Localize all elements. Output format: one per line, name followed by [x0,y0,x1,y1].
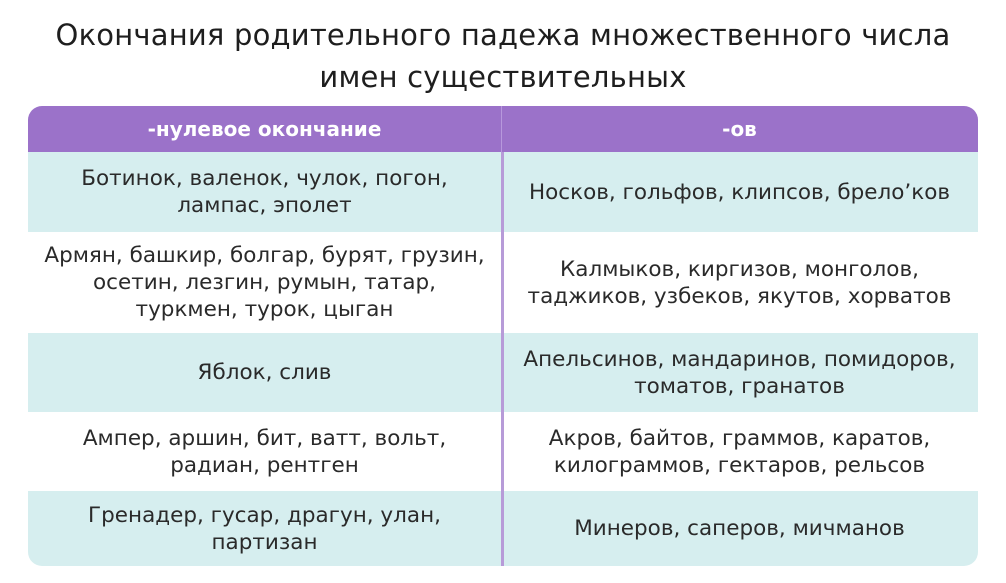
table-cell-ov-ending [501,412,978,491]
cell-text: Акров, байтов, граммов, каратов, килограммов, гектаров, рельсов [548,425,931,478]
table-cell-zero-ending [28,232,501,333]
column-divider [501,152,504,566]
table-cell-ov-ending [501,333,978,412]
header-zero-ending: -нулевое окончание [147,117,382,141]
table-cell-ov-ending [501,491,978,566]
header-divider [501,106,502,152]
table-cell-zero-ending [28,491,501,566]
endings-table [28,106,978,566]
cell-text: Гренадер, гусар, драгун, улан, партизан [88,502,441,555]
table-cell-zero-ending [28,412,501,491]
cell-text: Калмыков, киргизов, монголов, таджиков, узбеков, якутов, хорватов [527,256,952,309]
cell-text: Апельсинов, мандаринов, помидоров, томатов, гранатов [523,346,956,399]
page-title-line-1: Окончания родительного падежа множественного числа [55,18,951,52]
table-cell-ov-ending [501,232,978,333]
cell-text: Носков, гольфов, клипсов, брело’ков [528,179,951,205]
table-cell-ov-ending [501,152,978,232]
cell-text: Ботинок, валенок, чулок, погон, лампас, эполет [81,166,448,218]
page-title [0,14,1006,98]
cell-text: Ампер, аршин, бит, ватт, вольт, радиан, рентген [82,425,447,478]
table-cell-zero-ending [28,333,501,412]
cell-text: Армян, башкир, болгар, бурят, грузин, осетин, лезгин, румын, татар, туркмен, турок, цыган [44,243,485,322]
page-title-line-2: имен существительных [319,60,687,94]
cell-text: Яблок, слив [197,360,332,385]
cell-text: Минеров, саперов, мичманов [574,516,905,541]
header-ov-ending: -ов [722,117,757,141]
table-header-row [28,106,978,152]
table-cell-zero-ending [28,152,501,232]
